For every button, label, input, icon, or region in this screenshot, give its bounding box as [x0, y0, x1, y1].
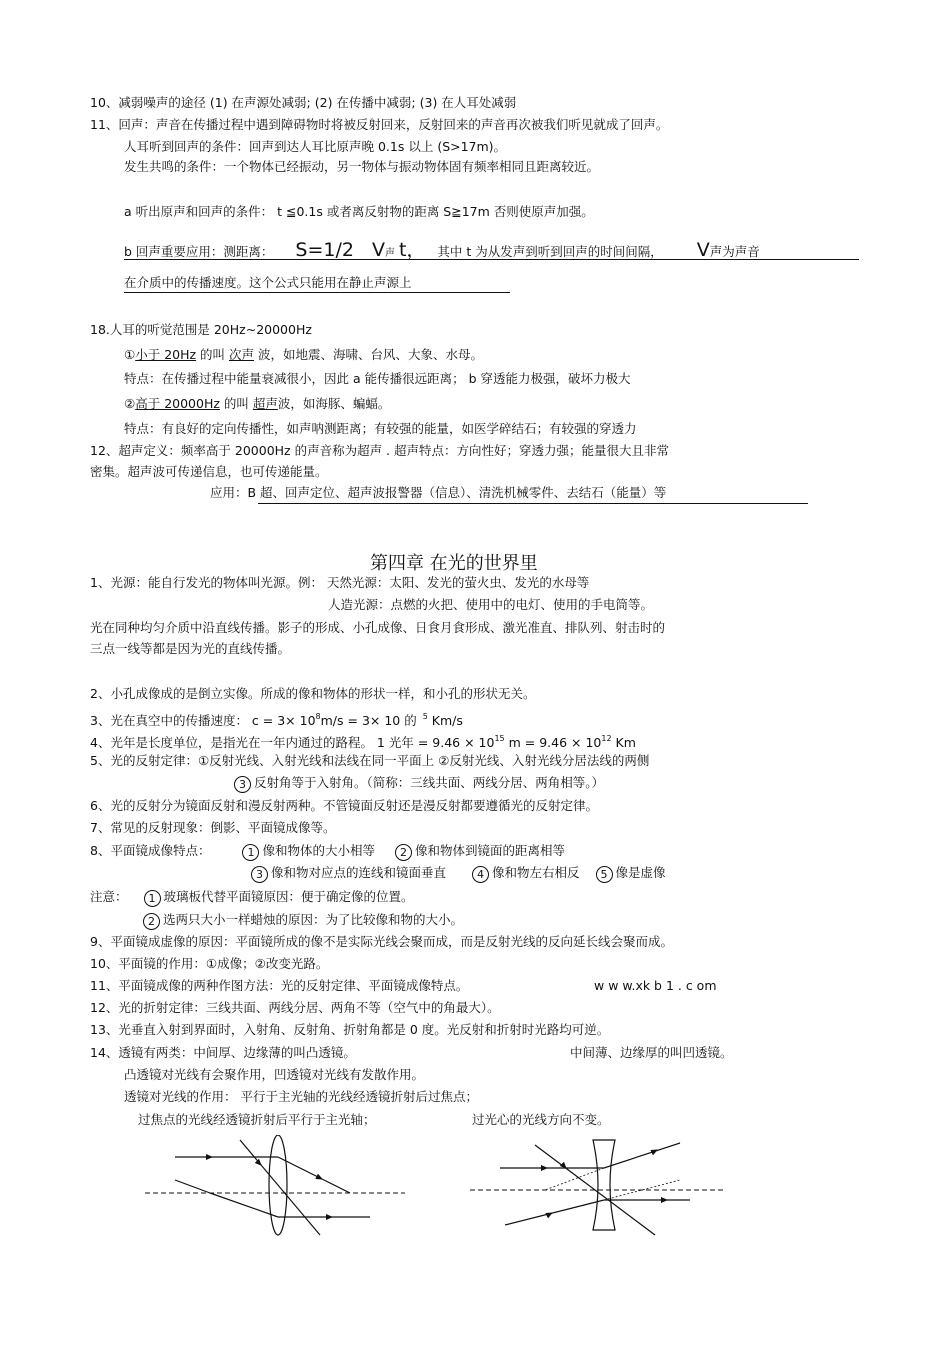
line-infrasound-features: 特点：在传播过程中能量衰减很小，因此 a 能传播很远距离； b 穿透能力极强，破坏力极大 [124, 371, 631, 386]
ultrasound-examples: 波，如海豚、蝙蝠。 [277, 396, 391, 411]
incident-ray-through-focus [175, 1180, 210, 1193]
echo-formula: S=1/2 [295, 239, 354, 261]
mirror-features-label: 8、平面镜成像特点： [90, 843, 211, 858]
ray-arrow [260, 1164, 261, 1165]
line-infrasound [124, 347, 483, 363]
speed-text-1: 3、光在真空中的传播速度： c = 3× 10 [90, 713, 316, 728]
velocity-symbol: V [371, 239, 385, 261]
circle-number: 1 [144, 890, 161, 907]
ray-arrow [320, 1178, 322, 1179]
line-ultrasound-definition: 12、超声定义：频率高于 20000Hz 的声音称为超声 . 超声特点：方向性好；穿透力强；能量很大且非常 [90, 443, 669, 458]
line-lens-rays-2: 过焦点的光线经透镜折射后平行于主光轴； [138, 1112, 376, 1127]
line-ultrasound-applications: 应用：B 超、回声定位、超声波报警器（信息）、清洗机械零件、去结石（能量）等 [210, 485, 667, 500]
line-noise-reduction: 10、减弱噪声的途径 (1) 在声源处减弱; (2) 在传播中减弱; (3) 在人耳处减弱 [90, 95, 517, 110]
concave-lens-diagram [465, 1135, 730, 1245]
lightyear-text-1: 4、光年是长度单位，是指光在一年内通过的路程。 1 光年 = 9.46 × 10 [90, 735, 495, 750]
ray-arrow [565, 1167, 566, 1168]
line-reflection-law-3 [234, 775, 604, 793]
line-echo-medium: 在介质中的传播速度。这个公式只能用在静止声源上 [124, 275, 412, 290]
line-perpendicular-incidence: 13、光垂直入射到界面时，入射角、反射角、折射角都是 0 度。光反射和折射时光路均可逆。 [90, 1022, 610, 1037]
virtual-extension [545, 1168, 604, 1190]
speed-text-2: m/s = 3× 10 的 [320, 713, 417, 728]
speed-exp-1: 8 [315, 712, 321, 721]
line-virtual-image: 9、平面镜成虚像的原因：平面镜所成的像不是实际光线会聚而成，而是反射光线的反向延长线会聚而成。 [90, 934, 673, 949]
circle-number: 4 [472, 866, 489, 883]
line-mirror-uses: 10、平面镜的作用：①成像；②改变光路。 [90, 956, 329, 971]
infrasound-term: 次声 [229, 347, 255, 362]
line-lens-effects: 凸透镜对光线有会聚作用，凹透镜对光线有发散作用。 [124, 1067, 425, 1082]
underline-echo-medium [124, 292, 510, 293]
line-echo-definition: 11、回声：声音在传播过程中遇到障碍物时将被反射回来，反射回来的声音再次被我们听见就成了回声。 [90, 117, 669, 132]
circle-number: 1 [242, 844, 259, 861]
reflection-law-3-text: 反射角等于入射角。（简称：三线共面、两线分居、两角相等。） [254, 775, 605, 790]
chapter-title: 第四章 在光的世界里 [370, 553, 538, 574]
echo-app-explanation: 其中 t 为从发声到听到回声的时间间隔， [437, 244, 663, 259]
echo-app-label: b 回声重要应用：测距离： [124, 244, 274, 259]
line-ultrasound-energy: 密集。超声波可传递信息，也可传递能量。 [90, 464, 328, 479]
incident-ray-through-focus-2 [210, 1193, 278, 1217]
speed-unit: Km/s [427, 713, 463, 728]
line-pinhole: 2、小孔成像成的是倒立实像。所成的像和物体的形状一样，和小孔的形状无关。 [90, 686, 536, 701]
line-artificial-source: 人造光源：点燃的火把、使用中的电灯、使用的手电筒等。 [328, 597, 654, 612]
mirror-feature-1: 像和物体的大小相等 [262, 843, 375, 858]
line-light-source: 1、光源：能自行发光的物体叫光源。例： 天然光源：太阳、发光的萤火虫、发光的水母等 [90, 575, 590, 590]
line-mirror-features-2 [251, 865, 666, 883]
line-reflection-types: 6、光的反射分为镜面反射和漫反射两种。不管镜面反射还是漫反射都要遵循光的反射定律。 [90, 798, 598, 813]
infrasound-mid: 的叫 [196, 347, 230, 362]
line-lens-rays-1: 透镜对光线的作用： 平行于主光轴的光线经透镜折射后过焦点； [124, 1089, 478, 1104]
line-ultrasound [124, 396, 390, 412]
refracted-ray-focus [278, 1157, 350, 1193]
line-note-1 [90, 889, 414, 907]
line-hearing-range: 18.人耳的听觉范围是 20Hz~20000Hz [90, 322, 312, 337]
note-2-text: 选两只大小一样蜡烛的原因：为了比较像和物的大小。 [163, 912, 464, 927]
lightyear-unit: Km [611, 735, 636, 750]
line-echo-distinguish: a 听出原声和回声的条件： t ≦0.1s 或者离反射物的距离 S≧17m 否则使原声加强。 [124, 204, 594, 219]
line-concave-lens: 中间薄、边缘厚的叫凹透镜。 [570, 1045, 733, 1060]
ultrasound-range: 高于 20000Hz [135, 396, 220, 411]
line-reflection-law: 5、光的反射定律：①反射光线、入射光线和法线在同一平面上 ②反射光线、入射光线分居法线的两侧 [90, 753, 650, 768]
line-refraction-law: 12、光的折射定律：三线共面、两线分居、两角不等（空气中的角最大）。 [90, 1000, 500, 1015]
lightyear-exp-1: 15 [494, 734, 505, 743]
underline-applications [258, 503, 808, 504]
mirror-feature-3: 像和物对应点的连线和镜面垂直 [271, 865, 447, 880]
line-reflection-examples: 7、常见的反射现象：倒影、平面镜成像等。 [90, 820, 336, 835]
ray-through-center [240, 1140, 320, 1235]
convex-lens-diagram [140, 1135, 415, 1245]
circle-number: 2 [143, 913, 160, 930]
echo-app-tail: 声为声音 [709, 244, 760, 259]
mirror-feature-5: 像是虚像 [615, 865, 666, 880]
line-mirror-features [90, 843, 565, 861]
lightyear-exp-2: 12 [601, 734, 612, 743]
line-straight-propagation-2: 三点一线等都是因为光的直线传播。 [90, 641, 291, 656]
line-light-year [90, 731, 636, 751]
line-resonance-condition: 发生共鸣的条件：一个物体已经振动，另一物体与振动物体固有频率相同且距离较近。 [124, 159, 600, 174]
ultrasound-term: 超声 [252, 396, 278, 411]
circle-number: 2 [395, 844, 412, 861]
concave-lens-shape [593, 1140, 615, 1230]
lightyear-text-2: m = 9.46 × 10 [504, 735, 602, 750]
note-label: 注意： [90, 889, 128, 904]
incident-ray-toward-focus [505, 1200, 604, 1225]
note-1-text: 玻璃板代替平面镜原因：便于确定像的位置。 [163, 889, 414, 904]
ultrasound-mid: 的叫 [219, 396, 253, 411]
infrasound-range: 小于 20Hz [135, 347, 197, 362]
ultrasound-mark: ② [124, 396, 136, 411]
infrasound-examples: 波，如地震、海啸、台风、大象、水母。 [254, 347, 484, 362]
velocity-symbol-2: V [696, 239, 710, 261]
speed-exp-2: 5 [422, 712, 428, 721]
infrasound-mark: ① [124, 347, 136, 362]
mirror-feature-2: 像和物体到镜面的距离相等 [414, 843, 565, 858]
velocity-subscript: 声 [384, 248, 395, 259]
line-ultrasound-features: 特点：有良好的定向传播性，如声呐测距离；有较强的能量，如医学碎结石；有较强的穿透力 [124, 421, 637, 436]
line-lens-rays-3: 过光心的光线方向不变。 [472, 1112, 610, 1127]
line-mirror-drawing: 11、平面镜成像的两种作图方法：光的反射定律、平面镜成像特点。 [90, 978, 469, 993]
watermark-text: w w w.xk b 1 . c om [594, 978, 717, 993]
line-light-speed [90, 709, 463, 729]
line-lens-types: 14、透镜有两类：中间厚、边缘薄的叫凸透镜。 [90, 1045, 356, 1060]
line-echo-condition: 人耳听到回声的条件：回声到达人耳比原声晚 0.1s 以上 (S>17m)。 [124, 139, 507, 154]
line-straight-propagation: 光在同种均匀介质中沿直线传播。影子的形成、小孔成像、日食月食形成、激光准直、排队列、射击时的 [90, 620, 666, 635]
line-note-2 [143, 912, 463, 930]
circle-number: 3 [251, 866, 268, 883]
circle-number: 3 [234, 776, 251, 793]
line-echo-application [124, 239, 760, 265]
time-symbol: t， [398, 239, 426, 261]
underline-echo-app [124, 259, 859, 260]
circle-number: 5 [596, 866, 613, 883]
refracted-ray-diverging [604, 1143, 680, 1168]
mirror-feature-4: 像和物左右相反 [492, 865, 580, 880]
